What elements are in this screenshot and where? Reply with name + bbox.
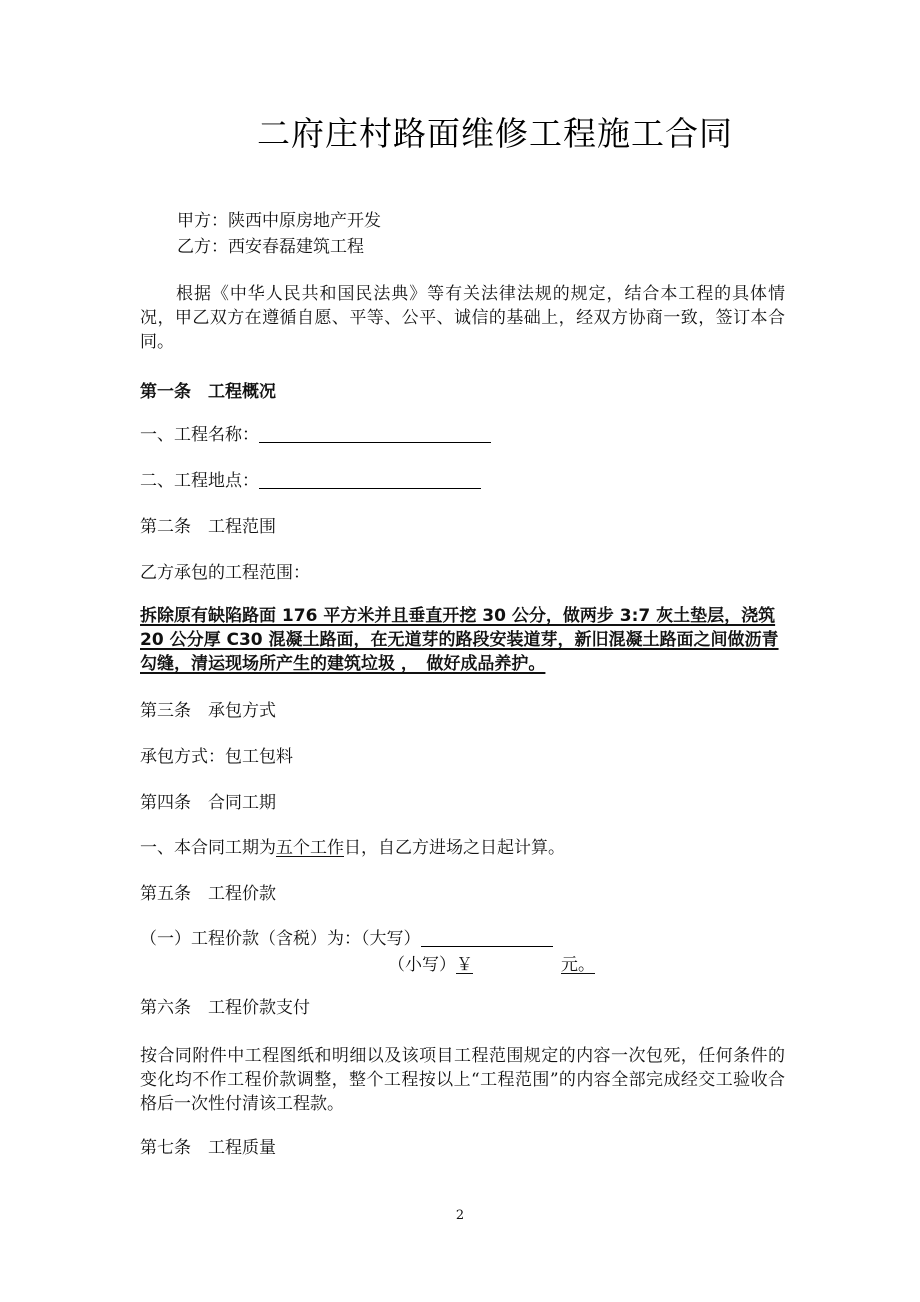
party-b: 乙方：西安春磊建筑工程 [177,237,364,257]
article-2-heading: 第二条 工程范围 [140,517,276,537]
article-6-heading: 第六条 工程价款支付 [140,998,310,1018]
article-5-heading: 第五条 工程价款 [140,884,276,904]
price-number-blank[interactable] [456,952,598,978]
article-4-heading: 第四条 合同工期 [140,793,276,813]
article-3-heading: 第三条 承包方式 [140,701,276,721]
price-number-line [388,952,598,978]
project-site-line [140,468,481,494]
project-site-label: 二、工程地点： [140,471,259,491]
price-capital-line [140,926,553,952]
project-site-blank[interactable] [259,470,481,489]
scope-label: 乙方承包的工程范围： [140,563,310,583]
price-capital-label: （一）工程价款（含税）为：（大写） [140,929,421,949]
duration-suffix: 日，自乙方进场之日起计算。 [344,838,565,858]
duration-value: 五个工作 [276,838,344,858]
article-7-heading: 第七条 工程质量 [140,1138,276,1158]
intro-paragraph: 根据《中华人民共和国民法典》等有关法律法规的规定，结合本工程的具体情况，甲乙双方在遵循自愿、平等、公平、诚信的基础上，经双方协商一致，签订本合同。 [140,284,785,352]
project-name-blank[interactable] [259,424,491,443]
scope-text: 拆除原有缺陷路面 176 平方米并且垂直开挖 30 公分，做两步 3:7 灰土垫层，浇筑 20 公分厚 C30 混凝土路面，在无道芽的路段安装道芽，新旧混凝土路面之间做沥青勾缝，清运现场所产生的建筑垃圾 ， 做好成品养护。 [140,606,779,674]
project-name-line [140,422,491,448]
price-capital-blank[interactable] [421,928,553,947]
price-number-label: （小写） [388,955,456,975]
page-number: 2 [455,1208,465,1223]
duration-prefix: 一、本合同工期为 [140,838,276,858]
project-name-label: 一、工程名称： [140,425,259,445]
payment-paragraph: 按合同附件中工程图纸和明细以及该项目工程范围规定的内容一次包死，任何条件的变化均不作工程价款调整，整个工程按以上“工程范围”的内容全部完成经交工验收合格后一次性付清该工程款。 [140,1046,785,1114]
contract-mode: 承包方式：包工包料 [140,747,293,767]
article-1-heading: 第一条 工程概况 [140,382,276,402]
currency-symbol: ￥ [456,955,473,975]
party-a: 甲方：陕西中原房地产开发 [177,211,381,231]
contract-title: 二府庄村路面维修工程施工合同 [257,114,733,153]
price-unit: 元。 [561,955,595,975]
duration-line [140,835,565,861]
